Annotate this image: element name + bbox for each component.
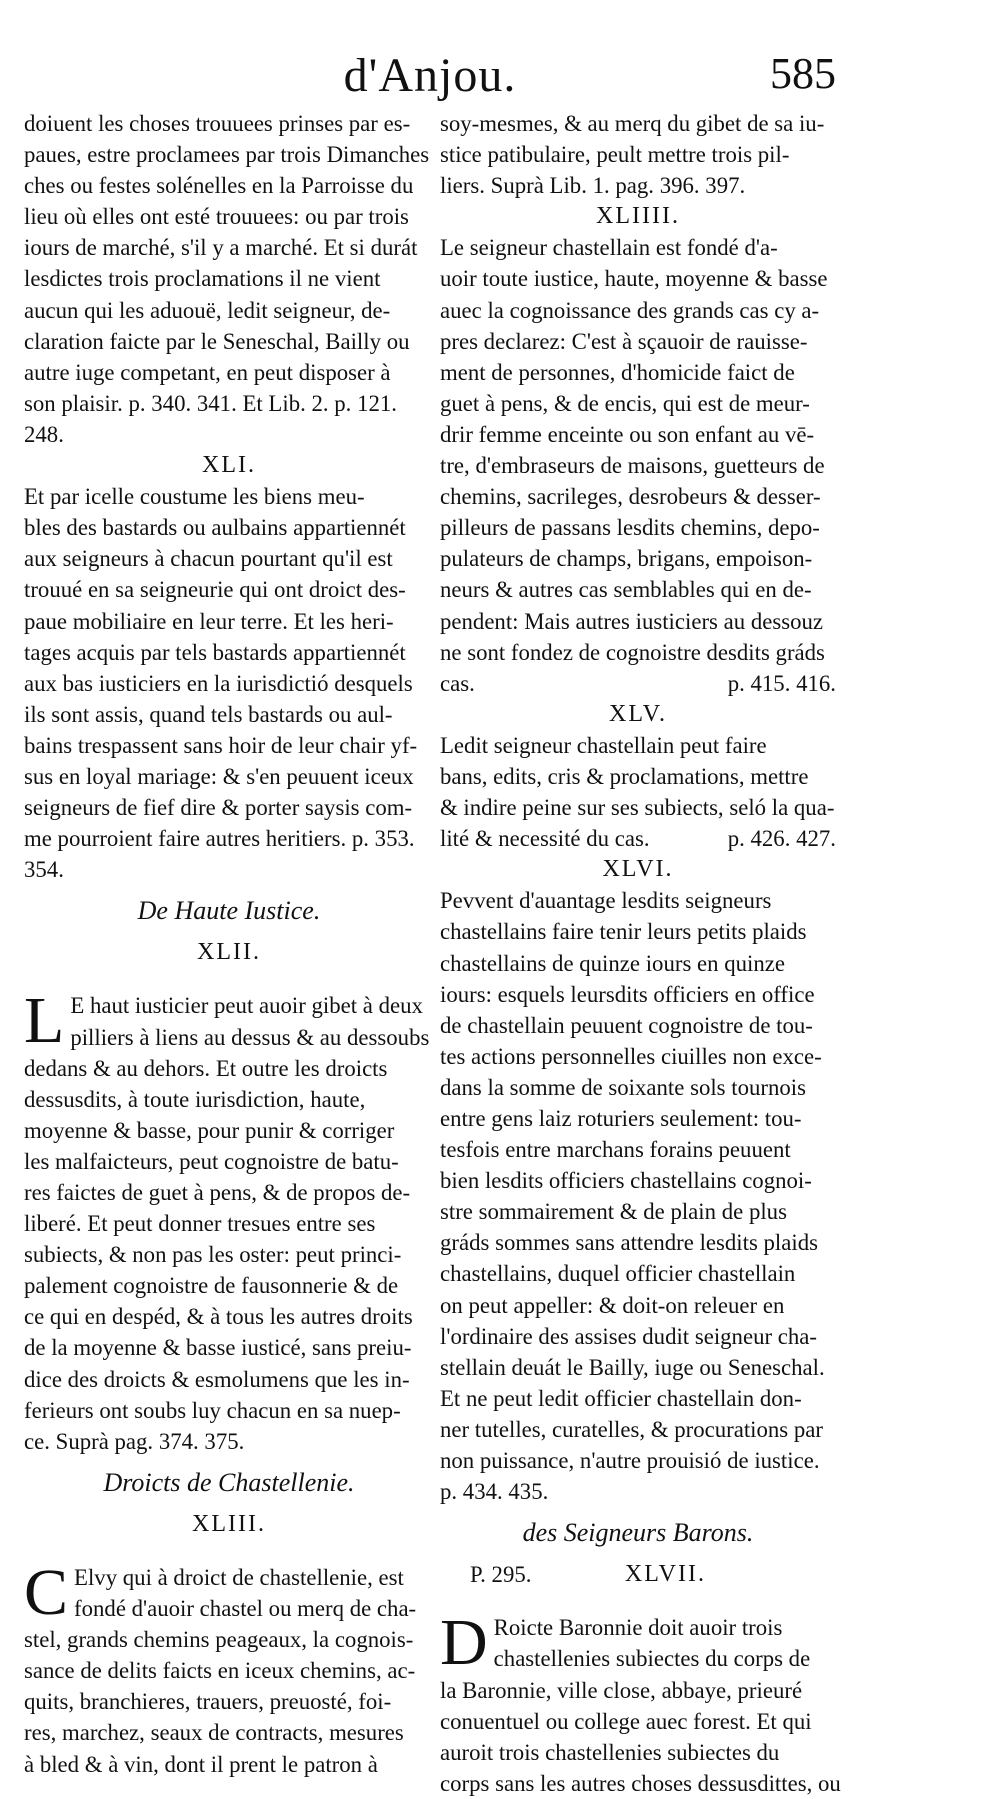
text-line: pulateurs de champs, brigans, empoison- [440,546,813,572]
paragraph-xliii-continued [440,108,836,201]
text-line: à bled & à vin, dont il prent le patron à [24,1751,378,1777]
article-number: XLII. [197,939,261,966]
text-line [440,668,836,699]
text-line: stellain deuát le Bailly, iuge ou Seneschal. [440,1354,825,1380]
text-line: iours de marché, s'il y a marché. Et si durát [24,235,418,261]
text-line: & indire peine sur ses subiects, seló la qua- [440,795,835,821]
text-line: gráds sommes sans attendre lesdits plaids [440,1230,818,1256]
text-line: de chastellain peuuent cognoistre de tou- [440,1012,813,1038]
section-heading: De Haute Iustice. [137,896,321,926]
text-line: de la moyenne & basse iusticé, sans preiu- [24,1335,412,1361]
text-line: aux seigneurs à chacun pourtant qu'il est [24,546,393,572]
text-line: bles des bastards ou aulbains appartiennét [24,515,406,541]
text-line: son plaisir. p. 340. 341. Et Lib. 2. p. 121. [24,390,397,416]
text-line: liberé. Et peut donner tresues entre ses [24,1211,376,1237]
text-line: uoir toute iustice, haute, moyenne & basse [440,266,828,292]
text-line: dans la somme de soixante sols tournois [440,1074,806,1100]
text-line: chastellains faire tenir leurs petits plaids [440,919,807,945]
text-fragment: lité & necessité du cas. [440,826,650,852]
text-line: auec la cognoissance des grands cas cy a- [440,297,820,323]
text-line: me pourroient faire autres heritiers. p. 353. [24,826,415,852]
text-line: bien lesdits officiers chastellains cognoi- [440,1168,812,1194]
text-line: ils sont assis, quand tels bastards ou aul- [24,701,393,727]
text-line: 354. [24,857,64,883]
text-line: p. 434. 435. [440,1479,549,1505]
text-line: ner tutelles, curatelles, & procurations par [440,1416,823,1442]
text-line: lesdictes trois proclamations il ne vient [24,266,381,292]
text-line: drir femme enceinte ou son enfant au vē- [440,421,815,447]
paragraph-xlv [440,730,836,854]
text-line: ce. Suprà pag. 374. 375. [24,1428,245,1454]
text-line: claration faicte par le Seneschal, Bailly ou [24,328,410,354]
left-column [24,108,434,1780]
text-line: dessusdits, à toute iurisdiction, haute, [24,1086,366,1112]
text-line: trouué en sa seigneurie qui ont droict des- [24,577,406,603]
drop-cap: C [24,1555,69,1629]
text-line: ment de personnes, d'homicide faict de [440,359,795,385]
article-number: XLV. [608,700,668,727]
paragraph-xlii [24,984,434,1456]
paragraph-xliiii [440,232,836,698]
text-line: seigneurs de fief dire & porter saysis com- [24,795,413,821]
article-number: XLVI. [602,856,674,883]
text-line: stel, grands chemins peageaux, la cognois- [24,1627,414,1653]
text-line: tesfois entre marchans forains peuuent [440,1137,791,1163]
text-line: Et ne peut ledit officier chastellain don- [440,1385,802,1411]
text-line: fondé d'auoir chastel ou merq de cha- [74,1596,417,1622]
paragraph-xli [24,481,434,885]
text-line: aux bas iusticiers en la iurisdictió desquels [24,670,413,696]
text-line: res faictes de guet à pens, & de propos de- [24,1180,411,1205]
text-line: on peut appeller: & doit-on releuer en [440,1292,785,1318]
text-line: E haut iusticier peut auoir gibet à deux [70,993,423,1019]
text-line: Ledit seigneur chastellain peut faire [440,732,767,758]
paragraph-xl-continued [24,108,434,450]
text-line: Roicte Baronnie doit auoir trois [493,1615,783,1641]
text-line: iours: esquels leursdits officiers en office [440,981,815,1007]
text-line: auroit trois chastellenies subiectes du [440,1739,780,1765]
text-line: la Baronnie, ville close, abbaye, prieuré [440,1677,803,1703]
text-line: dedans & au dehors. Et outre les droicts [24,1055,388,1081]
text-line: conuentuel ou college auec forest. Et qui [440,1708,812,1734]
text-line: paue mobiliaire en leur terre. Et les heri- [24,608,394,634]
drop-cap: L [24,984,65,1058]
text-line: pilleurs de passans lesdits chemins, depo- [440,515,820,541]
text-line: 248. [24,421,64,447]
article-number: XLIIII. [596,203,680,230]
drop-cap: D [440,1606,488,1680]
text-line: liers. Suprà Lib. 1. pag. 396. 397. [440,173,746,199]
paragraph-xliii [24,1555,434,1780]
running-title: d'Anjou. [343,49,517,102]
text-line: pendent: Mais autres iusticiers au dessouz [440,608,824,634]
paragraph-xlvi [440,885,836,1507]
text-line: tages acquis par tels bastards appartiennét [24,639,406,665]
text-line: dice des droicts & esmolumens que les in- [24,1366,410,1392]
text-line: tre, d'embraseurs de maisons, guetteurs de [440,453,825,479]
text-line: res, marchez, seaux de contracts, mesures [24,1720,404,1746]
text-line: aucun qui les aduouë, ledit seigneur, de- [24,297,391,323]
text-line: moyenne & basse, pour punir & corriger [24,1117,395,1143]
text-line [440,823,836,854]
text-line: Et par icelle coustume les biens meu- [24,484,365,510]
text-line: ne sont fondez de cognoistre desdits gráds [440,639,825,665]
text-line: stice patibulaire, peult mettre trois pil- [440,142,790,168]
text-line: bans, edits, cris & proclamations, mettre [440,763,809,789]
text-line: corps sans les autres choses dessusdittes, ou [440,1770,841,1796]
section-heading: Droicts de Chastellenie. [103,1467,355,1497]
right-column [440,108,841,1799]
text-line: autre iuge competant, en peut disposer à [24,359,391,385]
text-line: entre gens laiz roturiers seulement: tou- [440,1106,802,1131]
text-line: chastellenies subiectes du corps de [493,1646,811,1672]
text-line: Elvy qui à droict de chastellenie, est [74,1564,404,1590]
text-line: chastellains de quinze iours en quinze [440,950,786,976]
article-header-line [440,1559,836,1590]
article-number: XLVII. [624,1561,706,1588]
text-line: pilliers à liens au dessus & au dessoubs [70,1024,430,1050]
text-line: soy-mesmes, & au merq du gibet de sa iu- [440,111,825,136]
text-line: ce qui en despéd, & à tous les autres droits [24,1304,413,1330]
paragraph-xlvii [440,1606,841,1799]
text-line: chastellains, duquel officier chastellain [440,1261,796,1287]
text-line: Le seigneur chastellain est fondé d'a- [440,235,778,261]
text-line: bains trespassent sans hoir de leur chair yf- [24,732,418,758]
text-line: stre sommairement & de plain de plus [440,1199,787,1225]
text-line: chemins, sacrileges, desrobeurs & desser- [440,484,821,510]
article-number: XLI. [202,452,256,479]
text-line: guet à pens, & de encis, qui est de meur- [440,390,810,416]
text-line: non puissance, n'autre prouisió de iustice. [440,1448,820,1474]
text-line: les malfaicteurs, peut cognoistre de batu- [24,1148,399,1174]
article-number: XLIII. [192,1510,266,1537]
text-line: tes actions personnelles ciuilles non exce- [440,1043,822,1069]
text-line: l'ordinaire des assises dudit seigneur cha- [440,1323,817,1349]
section-heading: des Seigneurs Barons. [522,1518,754,1548]
text-line: palement cognoistre de fausonnerie & de [24,1273,399,1299]
text-line: lieu où elles ont esté trouuees: ou par trois [24,204,409,230]
text-line: pres declarez: C'est à sçauoir de rauisse- [440,328,808,354]
text-line: paues, estre proclamees par trois Dimanches [24,142,430,168]
text-fragment: cas. [440,670,475,696]
text-line: ferieurs ont soubs luy chacun en sa nuep- [24,1397,401,1423]
text-line: quits, branchieres, trauers, preuosté, foi- [24,1689,392,1715]
text-line: neurs & autres cas semblables qui en de- [440,577,812,603]
running-head [0,42,1000,112]
text-line: sus en loyal mariage: & s'en peuuent iceux [24,763,414,789]
page-reference: p. 415. 416. [727,670,836,696]
text-line: Pevvent d'auantage lesdits seigneurs [440,888,772,914]
page-reference: p. 426. 427. [727,826,836,852]
page-reference: P. 295. [470,1562,532,1588]
text-line: ches ou festes solénelles en la Parroisse du [24,173,414,199]
text-line: sance de delits faicts en iceux chemins, ac- [24,1658,416,1684]
text-line: subiects, & non pas les oster: peut princi- [24,1242,402,1268]
page-number: 585 [770,49,836,98]
text-line: doiuent les choses trouuees prinses par es- [24,111,411,136]
